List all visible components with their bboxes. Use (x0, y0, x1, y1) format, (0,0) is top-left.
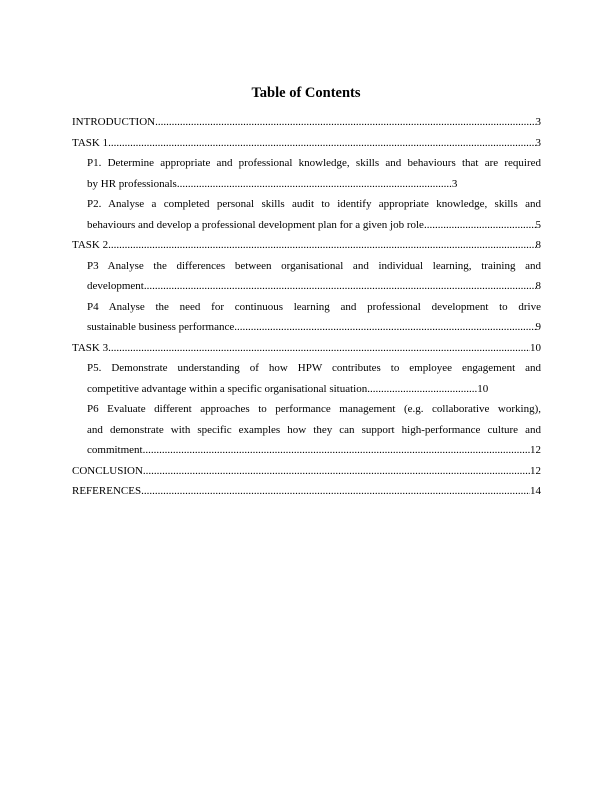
toc-entry[interactable] (72, 399, 541, 461)
toc-entry-page-number: 10 (477, 382, 489, 395)
toc-entry-last-line (87, 215, 541, 236)
dot-leader (155, 112, 535, 133)
toc-entry-text-line: P3 Analyse the differences between organisational and individual learning, training and (87, 259, 541, 272)
toc-entry-title: INTRODUCTION (72, 116, 156, 128)
toc-entry-page-number: 14 (530, 485, 541, 497)
toc-entry-text-line: P1. Determine appropriate and professional knowledge, skills and behaviours that are required (87, 157, 541, 169)
toc-entry-page-number: 3 (451, 177, 458, 190)
toc-entry[interactable] (72, 358, 541, 399)
toc-entry-last-line (87, 276, 541, 297)
toc-entry-text-line: P5. Demonstrate understanding of how HPW contributes to employee engagement and (87, 362, 541, 374)
dot-leader (144, 276, 536, 297)
toc-entry-last-line (72, 133, 541, 154)
toc-entry-page-number: 12 (530, 464, 541, 477)
toc-entry[interactable] (72, 112, 541, 133)
toc-entry-text-line: P4 Analyse the need for continuous learning and professional development to drive (87, 300, 541, 313)
dot-leader (424, 215, 536, 236)
toc-entry-last-line (72, 112, 541, 133)
toc-entry-title: by HR professionals (87, 177, 177, 190)
toc-entry-text-line: P6 Evaluate different approaches to performance management (e.g. collaborative working), (87, 403, 541, 415)
toc-entry[interactable] (72, 133, 541, 154)
toc-entry-title: sustainable business performance (87, 321, 235, 333)
toc-entry-page-number: 8 (535, 280, 541, 292)
dot-leader (143, 461, 530, 482)
toc-entry-title: development (87, 280, 144, 292)
toc-entry-last-line (87, 379, 541, 400)
toc-entry-page-number: 3 (535, 136, 541, 149)
dot-leader (143, 440, 530, 461)
dot-leader (108, 133, 535, 154)
toc-entry[interactable] (72, 297, 541, 338)
toc-entry-last-line (72, 461, 541, 482)
toc-entry[interactable] (72, 153, 541, 194)
toc-entry-page-number: 9 (535, 321, 541, 333)
toc-entry-title: competitive advantage within a specific organisational situation (87, 382, 368, 395)
toc-entry-last-line (72, 235, 541, 256)
toc-entry[interactable] (72, 481, 541, 502)
toc-title: Table of Contents (251, 85, 361, 101)
toc-entry-last-line (87, 317, 541, 338)
dot-leader (234, 317, 535, 338)
table-of-contents (72, 112, 541, 502)
toc-entry[interactable] (72, 338, 541, 359)
toc-entry-text-line: and demonstrate with specific examples how they can support high-performance culture and (87, 423, 541, 436)
toc-entry-title: TASK 2 (72, 239, 109, 251)
toc-entry-text-line: P2. Analyse a completed personal skills audit to identify appropriate knowledge, skills and (87, 198, 541, 210)
toc-entry-page-number: 10 (530, 341, 541, 354)
toc-entry-last-line (87, 174, 541, 195)
toc-entry-last-line (87, 440, 541, 461)
toc-entry-page-number: 5 (535, 218, 541, 231)
toc-entry[interactable] (72, 256, 541, 297)
toc-entry-title: TASK 1 (72, 136, 109, 149)
toc-entry-page-number: 3 (535, 116, 541, 128)
dot-leader: ........................................ (367, 382, 478, 395)
toc-entry[interactable] (72, 194, 541, 235)
dot-leader (108, 338, 530, 359)
toc-entry-title: REFERENCES (72, 485, 142, 497)
toc-entry[interactable] (72, 235, 541, 256)
toc-entry-page-number: 8 (535, 239, 541, 251)
toc-entry-last-line (72, 481, 541, 502)
toc-entry-title: TASK 3 (72, 341, 109, 354)
dot-leader: .................................................................................................... (176, 177, 452, 190)
toc-entry-page-number: 12 (530, 444, 541, 456)
toc-entry-title: CONCLUSION (72, 464, 143, 477)
dot-leader (108, 235, 535, 256)
toc-entry[interactable] (72, 461, 541, 482)
toc-entry-title: behaviours and develop a professional development plan for a given job role (87, 218, 424, 231)
dot-leader (141, 481, 530, 502)
toc-entry-last-line (72, 338, 541, 359)
toc-entry-title: commitment (87, 444, 143, 456)
